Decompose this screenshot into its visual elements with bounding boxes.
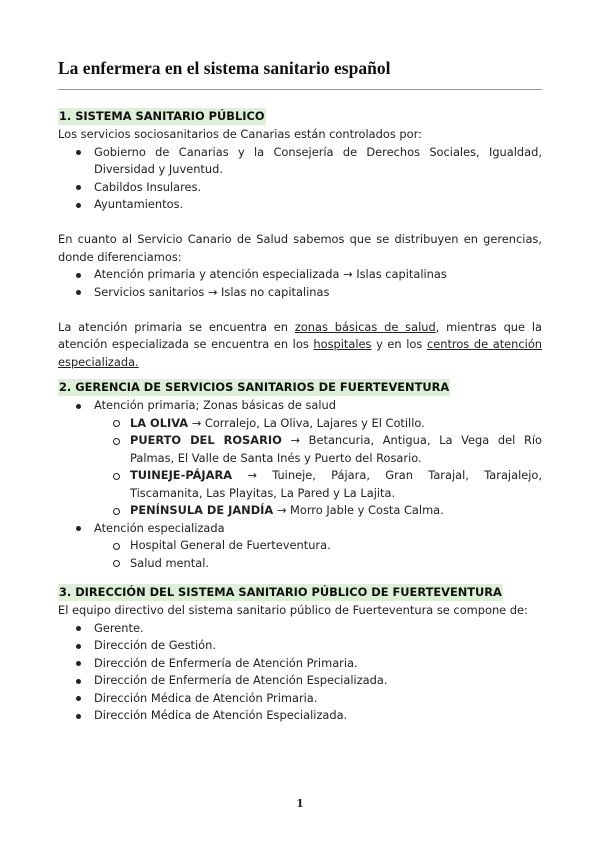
document-title: La enfermera en el sistema sanitario español <box>58 58 391 78</box>
list-item: Dirección Médica de Atención Primaria. <box>58 690 542 708</box>
section-2-list <box>58 397 542 572</box>
underlined-term: hospitales <box>313 337 372 351</box>
list-item: Ayuntamientos. <box>58 196 542 214</box>
zone-item: PENÍNSULA DE JANDÍA → Morro Jable y Costa Calma. <box>58 502 542 520</box>
underlined-term: zonas básicas de salud <box>294 319 436 334</box>
document-body <box>58 108 542 725</box>
section-1-paragraph-2: En cuanto al Servicio Canario de Salud sabemos que se distribuyen en gerencias, donde diferenciamos: <box>58 232 542 264</box>
zone-name: TUINEJE-PÁJARA <box>130 468 233 482</box>
list-item: Atención primaria; Zonas básicas de salud <box>58 397 542 415</box>
zone-name: PENÍNSULA DE JANDÍA <box>130 503 274 517</box>
zone-item: LA OLIVA → Corralejo, La Oliva, Lajares y El Cotillo. <box>58 415 542 433</box>
section-1-intro: Los servicios sociosanitarios de Canarias están controlados por: <box>58 127 422 141</box>
zone-item: TUINEJE-PÁJARA → Tuineje, Pájara, Gran Tarajal, Tarajalejo, Tiscamanita, Las Playitas, La Pared y La Lajita. <box>58 467 542 502</box>
list-item: Atención primaria y atención especializada → Islas capitalinas <box>58 266 542 284</box>
page-number: 1 <box>296 797 304 810</box>
list-item: Salud mental. <box>58 555 542 573</box>
zone-name: PUERTO DEL ROSARIO <box>130 433 282 447</box>
section-3-intro: El equipo directivo del sistema sanitario público de Fuerteventura se compone de: <box>58 603 528 617</box>
list-item: Atención especializada <box>58 520 542 538</box>
underlined-term: centros de atención especializada. <box>58 337 543 369</box>
list-item: Gerente. <box>58 620 542 638</box>
list-item: Servicios sanitarios → Islas no capitalinas <box>58 284 542 302</box>
list-item: Gobierno de Canarias y la Consejería de Derechos Sociales, Igualdad, Diversidad y Juventud. <box>58 144 542 179</box>
list-item: Dirección de Enfermería de Atención Primaria. <box>58 655 542 673</box>
list-item: Dirección de Gestión. <box>58 637 542 655</box>
section-3-heading: 3. DIRECCIÓN DEL SISTEMA SANITARIO PÚBLICO DE FUERTEVENTURA <box>59 585 502 599</box>
zone-item: PUERTO DEL ROSARIO → Betancuria, Antigua, La Vega del Río Palmas, El Valle de Santa Inés y Puerto del Rosario. <box>58 432 542 467</box>
section-1-list-2 <box>58 266 542 301</box>
section-1-heading: 1. SISTEMA SANITARIO PÚBLICO <box>59 109 265 123</box>
list-item: Cabildos Insulares. <box>58 179 542 197</box>
section-1-list <box>58 144 542 214</box>
section-3-list <box>58 620 542 725</box>
section-2-heading: 2. GERENCIA DE SERVICIOS SANITARIOS DE FUERTEVENTURA <box>59 380 450 394</box>
title-divider <box>58 89 542 90</box>
list-item: Dirección de Enfermería de Atención Especializada. <box>58 672 542 690</box>
zone-name: LA OLIVA <box>130 415 189 430</box>
list-item: Dirección Médica de Atención Especializada. <box>58 707 542 725</box>
list-item: Hospital General de Fuerteventura. <box>58 537 542 555</box>
section-1-paragraph-3: La atención primaria se encuentra en zonas básicas de salud, mientras que la atención especializada se encuentra en los hospitales y en los centros de atención especializada. <box>58 319 543 369</box>
